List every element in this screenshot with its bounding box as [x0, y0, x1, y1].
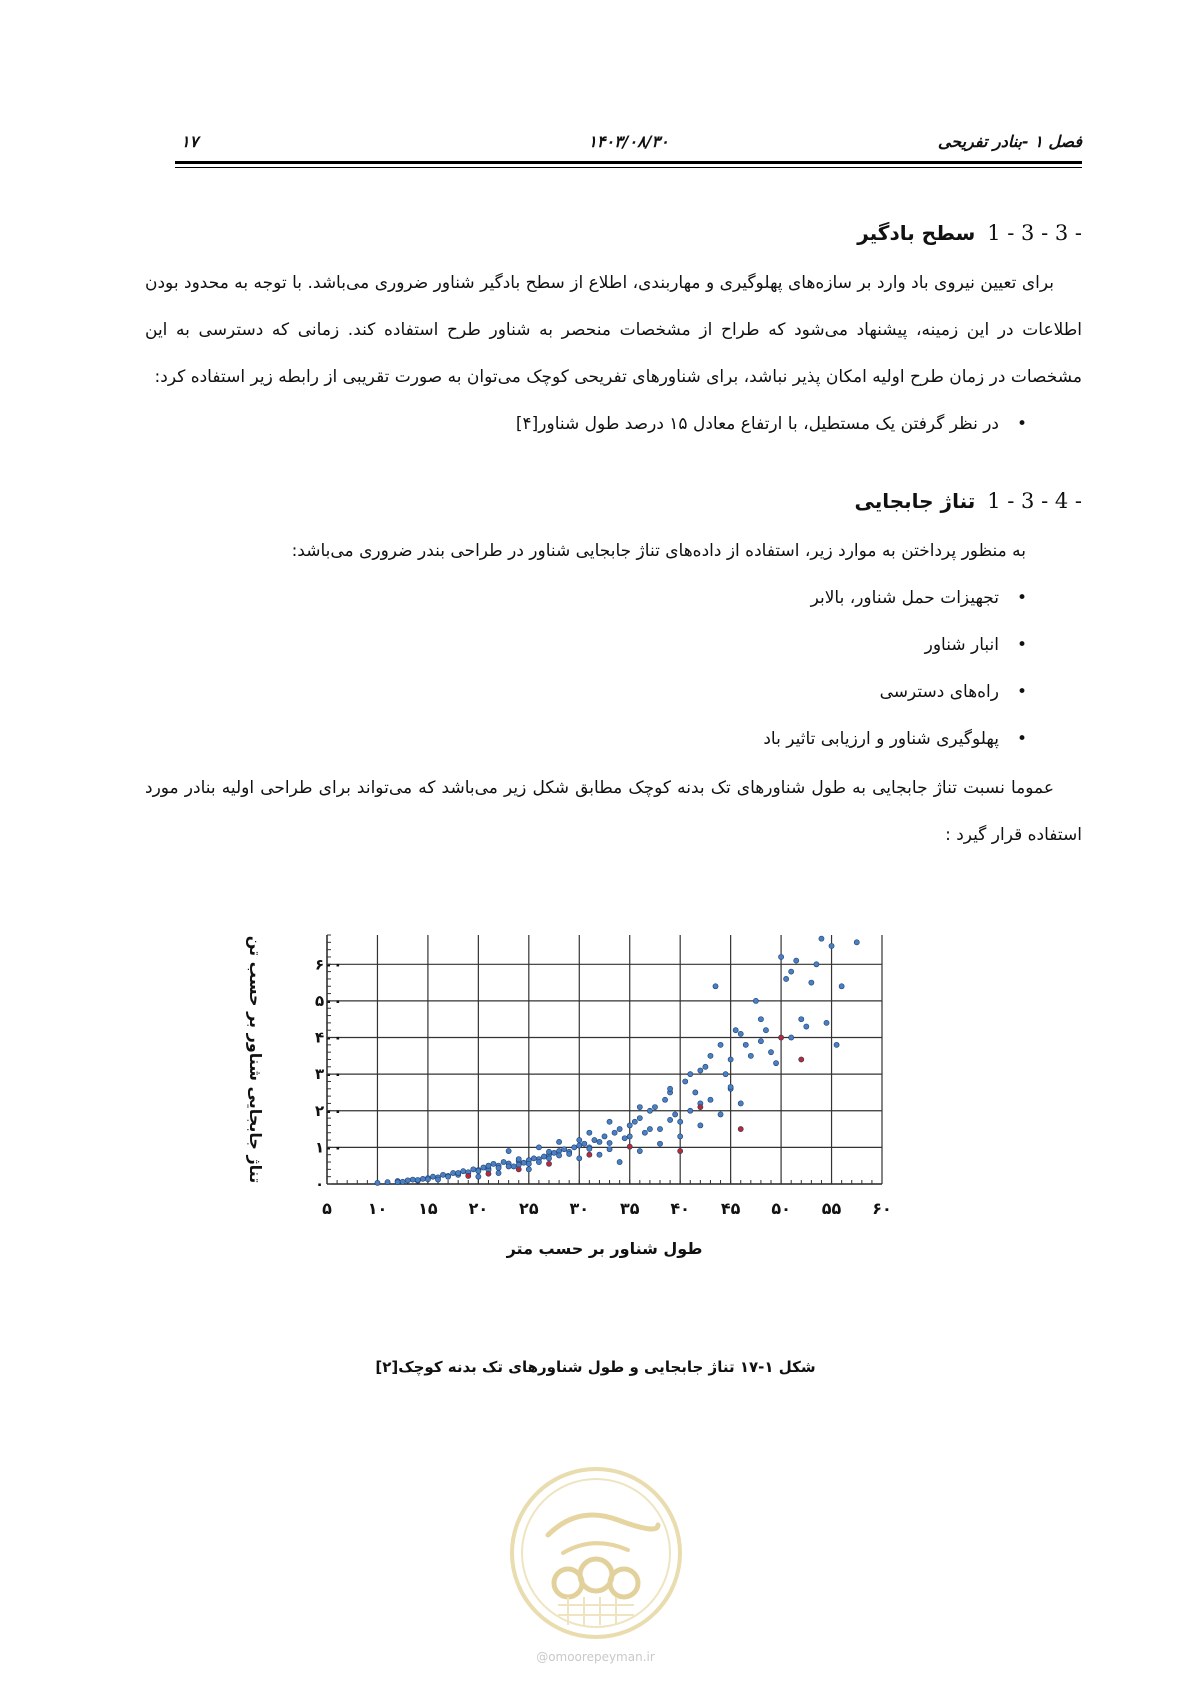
data-point: [602, 1134, 607, 1139]
data-point: [456, 1170, 461, 1175]
bullet-dot-icon: •: [1016, 588, 1027, 608]
data-point: [667, 1117, 672, 1122]
data-point: [521, 1160, 526, 1165]
list-item: [145, 622, 1027, 669]
data-point: [425, 1177, 430, 1182]
data-point: [461, 1169, 466, 1174]
data-point: [784, 976, 789, 981]
header-rule-thin: [175, 167, 1082, 168]
data-point: [435, 1177, 440, 1182]
data-point: [627, 1134, 632, 1139]
list-item: [145, 401, 1027, 448]
data-point: [541, 1154, 546, 1159]
data-point: [708, 1053, 713, 1058]
data-point: [809, 980, 814, 985]
header-date: ۱۴۰۳/۰۸/۳۰: [588, 132, 669, 151]
data-point: [501, 1159, 506, 1164]
bullet-dot-icon: •: [1016, 414, 1027, 434]
data-point: [597, 1152, 602, 1157]
data-point: [708, 1097, 713, 1102]
x-tick-label: ۳۰: [569, 1199, 590, 1218]
data-point: [551, 1150, 556, 1155]
data-point-red: [799, 1057, 804, 1062]
data-point: [481, 1165, 486, 1170]
data-point: [824, 1020, 829, 1025]
data-point: [496, 1165, 501, 1170]
data-point: [627, 1123, 632, 1128]
displacement-bullets: [145, 575, 1082, 763]
data-point: [647, 1108, 652, 1113]
section-heading-displacement: [145, 486, 1082, 516]
x-axis-label: طول شناور بر حسب متر: [506, 1239, 703, 1258]
data-point-red: [546, 1161, 551, 1166]
data-point: [451, 1170, 456, 1175]
list-item: [145, 575, 1027, 622]
data-point: [415, 1177, 420, 1182]
data-point: [703, 1064, 708, 1069]
wind-area-bullets: [145, 401, 1082, 448]
data-point: [667, 1086, 672, 1091]
x-tick-label: ۵۵: [821, 1199, 842, 1218]
figure-caption: شکل ۱-۱۷ تناژ جابجایی و طول شناورهای تک بدنه کوچک[۲]: [375, 1358, 816, 1376]
data-point: [678, 1134, 683, 1139]
list-item-text: انبار شناور: [924, 635, 999, 655]
data-point: [778, 954, 783, 959]
data-point: [647, 1126, 652, 1131]
data-point-red: [738, 1126, 743, 1131]
data-point: [572, 1145, 577, 1150]
bullet-dot-icon: •: [1016, 729, 1027, 749]
section-title: سطح بادگیر: [857, 221, 976, 245]
list-item-text: در نظر گرفتن یک مستطیل، با ارتفاع معادل ۱۵ درصد طول شناور[۴]: [515, 414, 999, 434]
data-point: [506, 1164, 511, 1169]
y-tick-label: ۴۰۰: [315, 1028, 343, 1047]
data-point: [683, 1079, 688, 1084]
data-point: [420, 1176, 425, 1181]
data-point: [738, 1031, 743, 1036]
data-point: [516, 1157, 521, 1162]
data-point-red: [587, 1152, 592, 1157]
data-point: [567, 1151, 572, 1156]
data-point: [723, 1072, 728, 1077]
list-item-text: تجهیزات حمل شناور، بالابر: [810, 588, 999, 608]
data-point: [546, 1156, 551, 1161]
data-point: [582, 1141, 587, 1146]
data-point: [637, 1105, 642, 1110]
data-point: [607, 1147, 612, 1152]
x-tick-label: ۴۵: [720, 1199, 741, 1218]
data-point: [506, 1148, 511, 1153]
data-point: [491, 1161, 496, 1166]
data-point: [657, 1126, 662, 1131]
data-point: [768, 1050, 773, 1055]
data-point: [773, 1061, 778, 1066]
data-point: [531, 1156, 536, 1161]
data-point: [738, 1101, 743, 1106]
data-point: [496, 1170, 501, 1175]
data-point: [471, 1167, 476, 1172]
watermark-seal-icon: [508, 1465, 684, 1641]
header-page-number: ۱۷: [181, 132, 199, 151]
y-tick-label: ۳۰۰: [315, 1065, 343, 1084]
data-point: [804, 1024, 809, 1029]
data-point: [440, 1172, 445, 1177]
data-point: [642, 1130, 647, 1135]
data-point: [652, 1105, 657, 1110]
section-number: 1 - 3 - 4 -: [987, 489, 1082, 513]
data-point: [693, 1090, 698, 1095]
data-point: [617, 1126, 622, 1131]
data-point: [375, 1180, 380, 1185]
data-point: [607, 1119, 612, 1124]
list-item: [145, 669, 1027, 716]
data-point: [410, 1177, 415, 1182]
displacement-paragraph: عموما نسبت تناژ جابجایی به طول شناورهای تک بدنه کوچک مطابق شکل زیر می‌باشد که می‌تواند برای طراحی اولیه بنادر مورد استفاده قرار گیرد :: [145, 778, 1082, 845]
data-point: [592, 1137, 597, 1142]
data-point: [476, 1169, 481, 1174]
y-tick-label: ۵۰۰: [315, 991, 343, 1010]
x-tick-label: ۱۵: [418, 1199, 438, 1218]
data-point-red: [486, 1171, 491, 1176]
section-heading-wind-area: [145, 218, 1082, 248]
data-point: [556, 1153, 561, 1158]
data-point: [526, 1161, 531, 1166]
data-point: [789, 1035, 794, 1040]
data-point: [617, 1159, 622, 1164]
data-point: [673, 1112, 678, 1117]
y-tick-label: ۲۰۰: [315, 1101, 343, 1120]
page-content: [145, 218, 1082, 859]
data-point: [405, 1178, 410, 1183]
data-point: [430, 1174, 435, 1179]
x-tick-label: ۱۰: [367, 1199, 388, 1218]
data-point: [799, 1017, 804, 1022]
header-chapter-title: فصل ۱ -بنادر تفریحی: [937, 132, 1082, 151]
data-point: [400, 1179, 405, 1184]
displacement-length-figure: [230, 935, 960, 1365]
data-point: [748, 1053, 753, 1058]
data-point: [839, 984, 844, 989]
data-point: [476, 1174, 481, 1179]
data-point: [637, 1115, 642, 1120]
data-point: [814, 962, 819, 967]
data-point: [728, 1057, 733, 1062]
data-point: [385, 1180, 390, 1185]
section-number: 1 - 3 - 3 -: [987, 221, 1082, 245]
data-point-red: [678, 1148, 683, 1153]
data-point: [819, 936, 824, 941]
data-point: [637, 1148, 642, 1153]
x-tick-label: ۳۵: [619, 1199, 640, 1218]
data-point: [713, 984, 718, 989]
x-tick-label: ۲۵: [519, 1199, 539, 1218]
x-tick-label: ۶۰: [872, 1199, 892, 1218]
wind-area-paragraph: برای تعیین نیروی باد وارد بر سازه‌های پهلوگیری و مهاربندی، اطلاع از سطح بادگیر شناور ضروری می‌باشد. با توجه به محدود بودن اطلاعات در این زمینه، پیشنهاد می‌شود که طراح از مشخصات منحصر به شناور طرح استفاده کند. زمانی که دسترسی به این مشخصات در زمان طرح اولیه امکان پذیر نباشد، برای شناورهای تفریحی کوچک می‌توان به صورت تقریبی از رابطه زیر استفاده کرد:: [145, 273, 1082, 387]
data-point: [743, 1042, 748, 1047]
data-point-red: [778, 1035, 783, 1040]
data-point: [486, 1163, 491, 1168]
data-point: [678, 1119, 683, 1124]
data-point: [562, 1147, 567, 1152]
y-tick-label: ۰: [315, 1175, 325, 1193]
scatter-chart: [230, 935, 960, 1365]
x-tick-label: ۵۰: [771, 1199, 791, 1218]
data-point: [834, 1042, 839, 1047]
displacement-intro: به منظور پرداختن به موارد زیر، استفاده از داده‌های تناژ جابجایی شناور در طراحی بندر ضروری می‌باشد:: [291, 541, 1026, 561]
y-tick-label: ۶۰۰: [315, 955, 343, 974]
data-point: [829, 943, 834, 948]
data-point-red: [627, 1144, 632, 1149]
data-point: [763, 1028, 768, 1033]
data-point: [536, 1145, 541, 1150]
data-point: [511, 1164, 516, 1169]
data-point: [718, 1112, 723, 1117]
list-item-text: راه‌های دسترسی: [879, 682, 999, 702]
data-point: [395, 1180, 400, 1185]
data-point-red: [466, 1173, 471, 1178]
data-point: [789, 969, 794, 974]
data-point: [577, 1156, 582, 1161]
bullet-dot-icon: •: [1016, 682, 1027, 702]
data-point: [597, 1139, 602, 1144]
data-point: [758, 1039, 763, 1044]
data-point: [718, 1042, 723, 1047]
data-point: [753, 998, 758, 1003]
header-rule-thick: [175, 161, 1082, 164]
x-tick-label: ۲۰: [468, 1199, 489, 1218]
data-point: [556, 1139, 561, 1144]
x-tick-label: ۴۰: [670, 1199, 690, 1218]
data-point: [733, 1028, 738, 1033]
data-point-red: [516, 1167, 521, 1172]
data-point: [662, 1097, 667, 1102]
data-point: [587, 1146, 592, 1151]
data-point: [612, 1130, 617, 1135]
data-point: [728, 1084, 733, 1089]
data-point-red: [698, 1105, 703, 1110]
data-point: [536, 1159, 541, 1164]
data-point: [587, 1130, 592, 1135]
data-point: [607, 1140, 612, 1145]
data-point: [546, 1149, 551, 1154]
y-axis-label: تناژ جابجایی شناور بر حسب تن: [246, 935, 265, 1184]
data-point: [698, 1068, 703, 1073]
y-tick-label: ۱۰۰: [315, 1138, 343, 1157]
data-point: [758, 1017, 763, 1022]
bullet-dot-icon: •: [1016, 635, 1027, 655]
data-point: [688, 1108, 693, 1113]
data-point: [632, 1119, 637, 1124]
data-point: [794, 958, 799, 963]
watermark-url: @omoorepeyman.ir: [536, 1650, 655, 1664]
list-item-text: پهلوگیری شناور و ارزیابی تاثیر باد: [763, 729, 999, 749]
data-point: [698, 1123, 703, 1128]
data-point: [622, 1136, 627, 1141]
data-point: [657, 1141, 662, 1146]
x-tick-label: ۵: [322, 1199, 332, 1218]
data-point: [577, 1137, 582, 1142]
data-point: [688, 1072, 693, 1077]
data-point: [526, 1167, 531, 1172]
page-header: [175, 128, 1082, 156]
data-point: [854, 940, 859, 945]
watermark-logo: [508, 1465, 684, 1641]
list-item: [145, 716, 1027, 763]
data-point: [445, 1174, 450, 1179]
section-title: تناژ جابجایی: [854, 489, 976, 513]
data-point: [577, 1143, 582, 1148]
